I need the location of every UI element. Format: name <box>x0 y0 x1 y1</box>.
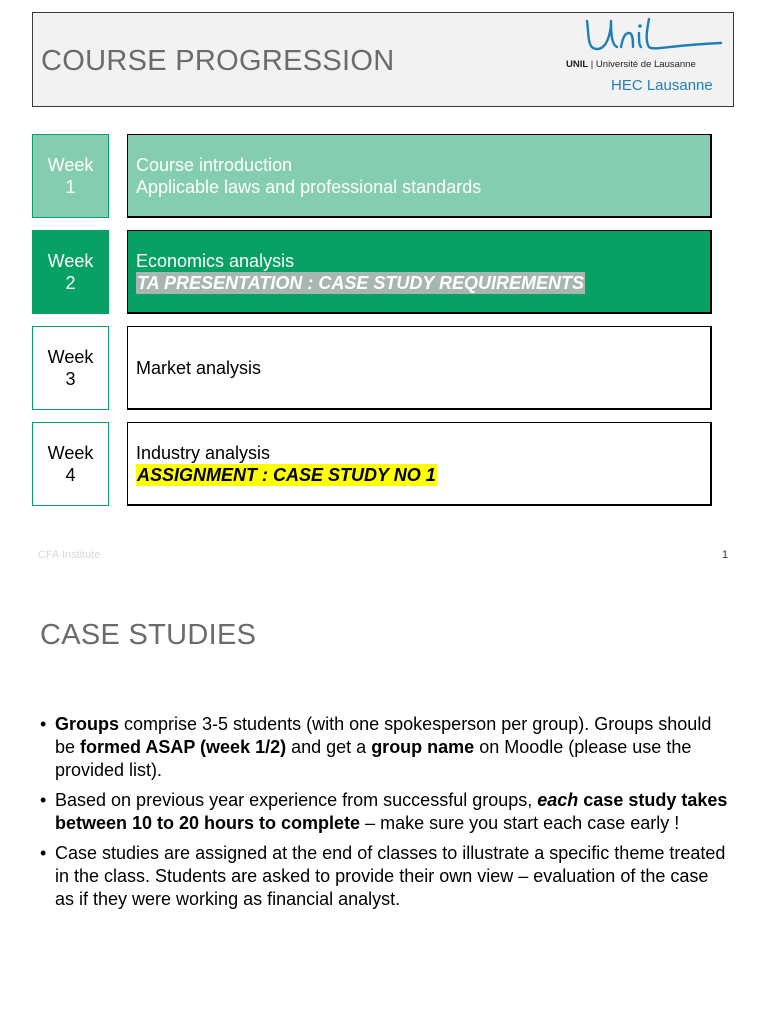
highlighted-note: ASSIGNMENT : CASE STUDY NO 1 <box>137 464 436 485</box>
week-label <box>32 134 109 218</box>
bullet-list <box>40 713 730 918</box>
slide-header <box>32 12 734 107</box>
week-label <box>32 422 109 506</box>
week-row <box>32 230 712 314</box>
bullet-text: Case studies are assigned at the end of classes to illustrate a specific theme treated in the class. Students are asked to provide their own view – evaluation of the case as if they were working as financial analyst. <box>55 843 726 909</box>
bullet-text: and get a <box>286 737 372 757</box>
unil-script-logo-icon <box>581 15 731 59</box>
bullet-item <box>40 842 730 911</box>
bullet-text: case study takes between 10 to 20 hours to complete <box>55 790 728 833</box>
page-number: 1 <box>722 549 729 561</box>
bullet-text: Groups <box>55 714 120 734</box>
bullet-text: comprise 3-5 students (with one spokesperson per group). Groups should be <box>55 714 712 757</box>
bullet-text: – make sure you start each case early ! <box>360 813 680 833</box>
bullet-text: on Moodle (please use the provided list). <box>55 737 692 780</box>
week-topics <box>127 134 712 218</box>
week-label <box>32 230 109 314</box>
week-number: 2 <box>65 273 76 293</box>
week-row <box>32 422 712 506</box>
week-word: Week <box>47 443 94 463</box>
week-topics <box>127 326 712 410</box>
week-number: 1 <box>65 177 76 197</box>
week-label <box>32 326 109 410</box>
topic-line: Industry analysis <box>136 442 271 463</box>
week-number: 3 <box>65 369 76 389</box>
topic-line: Market analysis <box>136 357 262 378</box>
week-row <box>32 134 712 218</box>
week-row <box>32 326 712 410</box>
week-word: Week <box>47 251 94 271</box>
week-topics <box>127 230 712 314</box>
topic-line: Course introduction <box>136 154 293 175</box>
week-number: 4 <box>65 465 76 485</box>
topic-line: Economics analysis <box>136 250 295 271</box>
highlighted-note: TA PRESENTATION : CASE STUDY REQUIREMENTS <box>137 272 585 293</box>
footer-source: CFA Institute <box>38 549 101 561</box>
week-word: Week <box>47 347 94 367</box>
topic-line: Applicable laws and professional standards <box>136 176 482 197</box>
bullet-item <box>40 713 730 782</box>
hec-lausanne-label: HEC Lausanne <box>611 77 713 94</box>
page-title: COURSE PROGRESSION <box>41 45 395 77</box>
week-word: Week <box>47 155 94 175</box>
unil-wordmark: UNIL | Université de Lausanne <box>566 59 696 70</box>
bullet-text: group name <box>371 737 475 757</box>
unil-logo <box>563 15 733 103</box>
section-title: CASE STUDIES <box>40 619 257 651</box>
bullet-text: each <box>537 790 579 810</box>
bullet-text: Based on previous year experience from successful groups, <box>55 790 538 810</box>
week-topics <box>127 422 712 506</box>
bullet-item <box>40 789 730 835</box>
bullet-text: formed ASAP (week 1/2) <box>80 737 287 757</box>
